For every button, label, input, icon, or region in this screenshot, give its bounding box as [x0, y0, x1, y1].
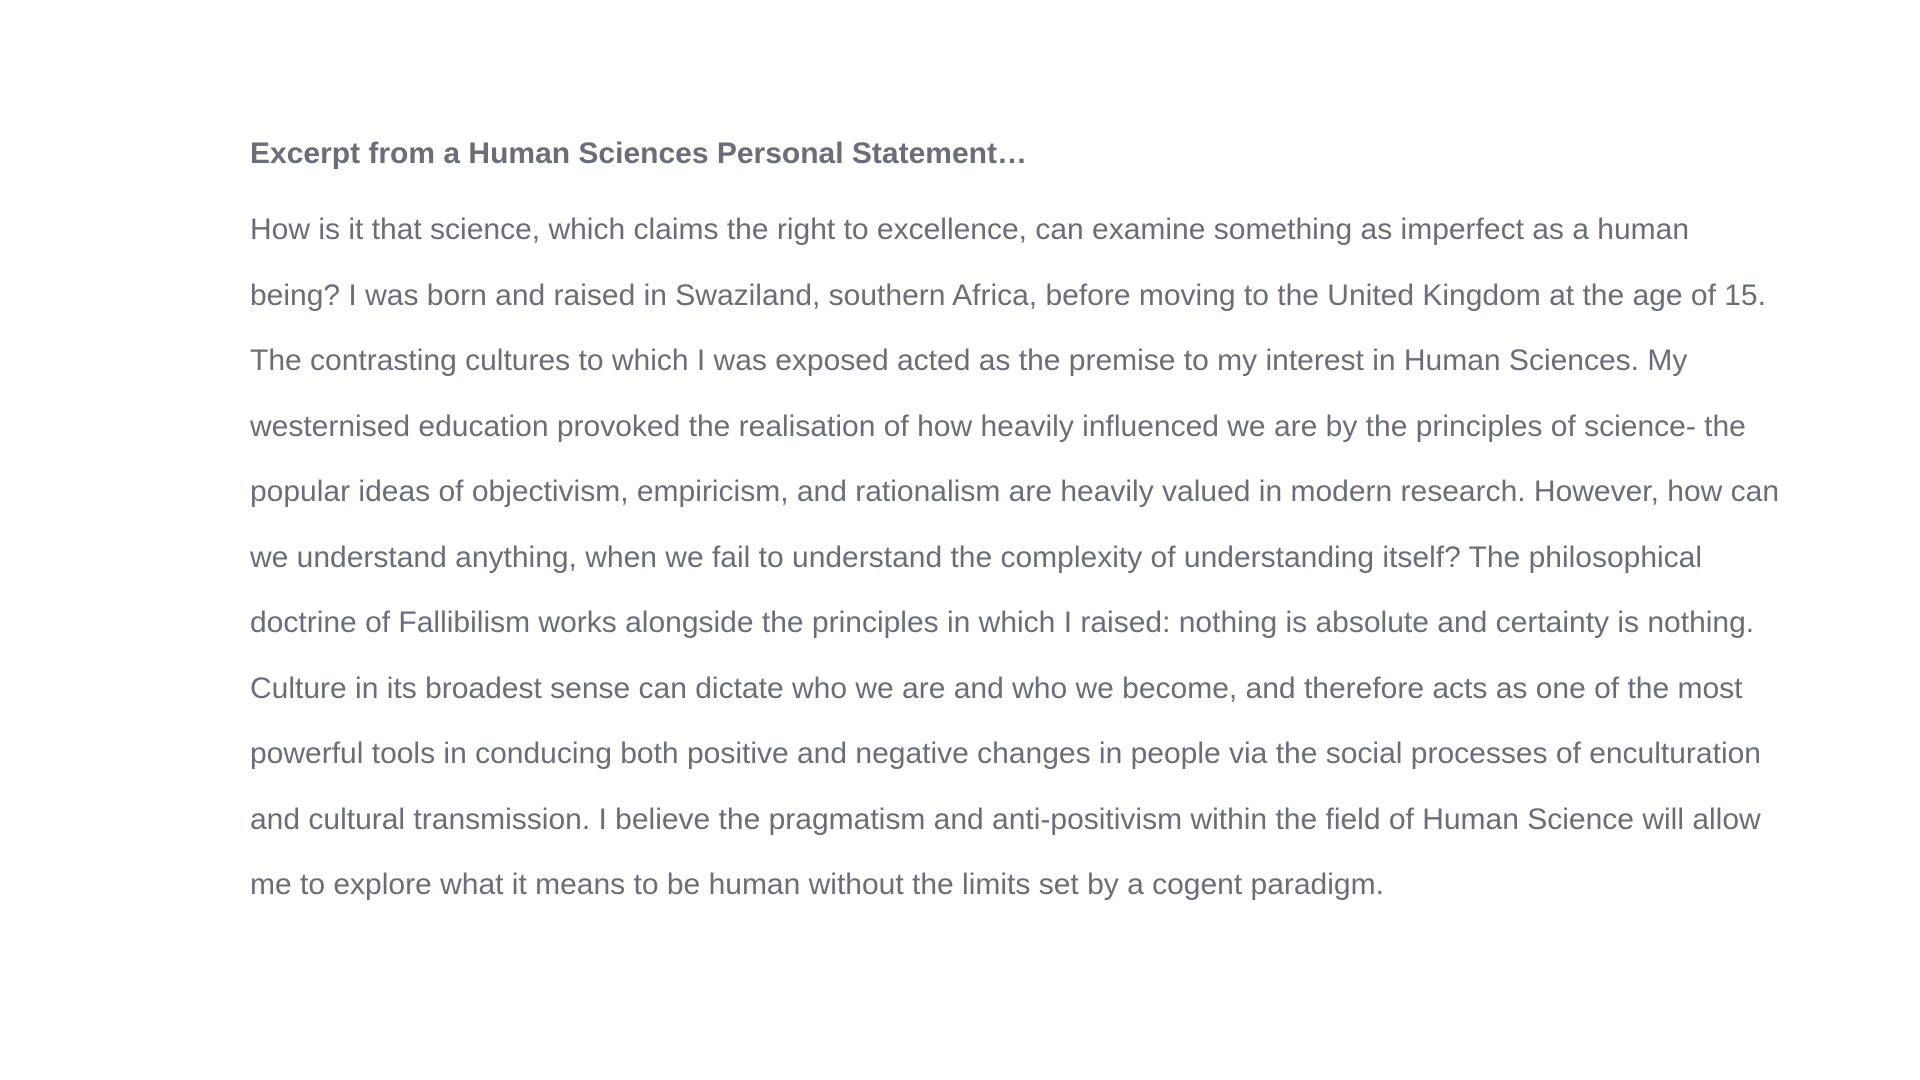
- excerpt-body-paragraph: How is it that science, which claims the right to excellence, can examine something as imperfect as a human being? I was born and raised in Swaziland, southern Africa, before moving to the United Kingdom at the age of 15. The contrasting cultures to which I was exposed acted as the premise to my interest in Human Sciences. My westernised education provoked the realisation of how heavily influenced we are by the principles of science- the popular ideas of objectivism, empiricism, and rationalism are heavily valued in modern research. However, how can we understand anything, when we fail to understand the complexity of understanding itself? The philosophical doctrine of Fallibilism works alongside the principles in which I raised: nothing is absolute and certainty is nothing. Culture in its broadest sense can dictate who we are and who we become, and therefore acts as one of the most powerful tools in conducing both positive and negative changes in people via the social processes of enculturation and cultural transmission. I believe the pragmatism and anti-positivism within the field of Human Science will allow me to explore what it means to be human without the limits set by a cogent paradigm.: [250, 213, 1780, 901]
- excerpt-heading: Excerpt from a Human Sciences Personal Statement…: [250, 137, 1027, 170]
- excerpt-section: [250, 134, 1780, 918]
